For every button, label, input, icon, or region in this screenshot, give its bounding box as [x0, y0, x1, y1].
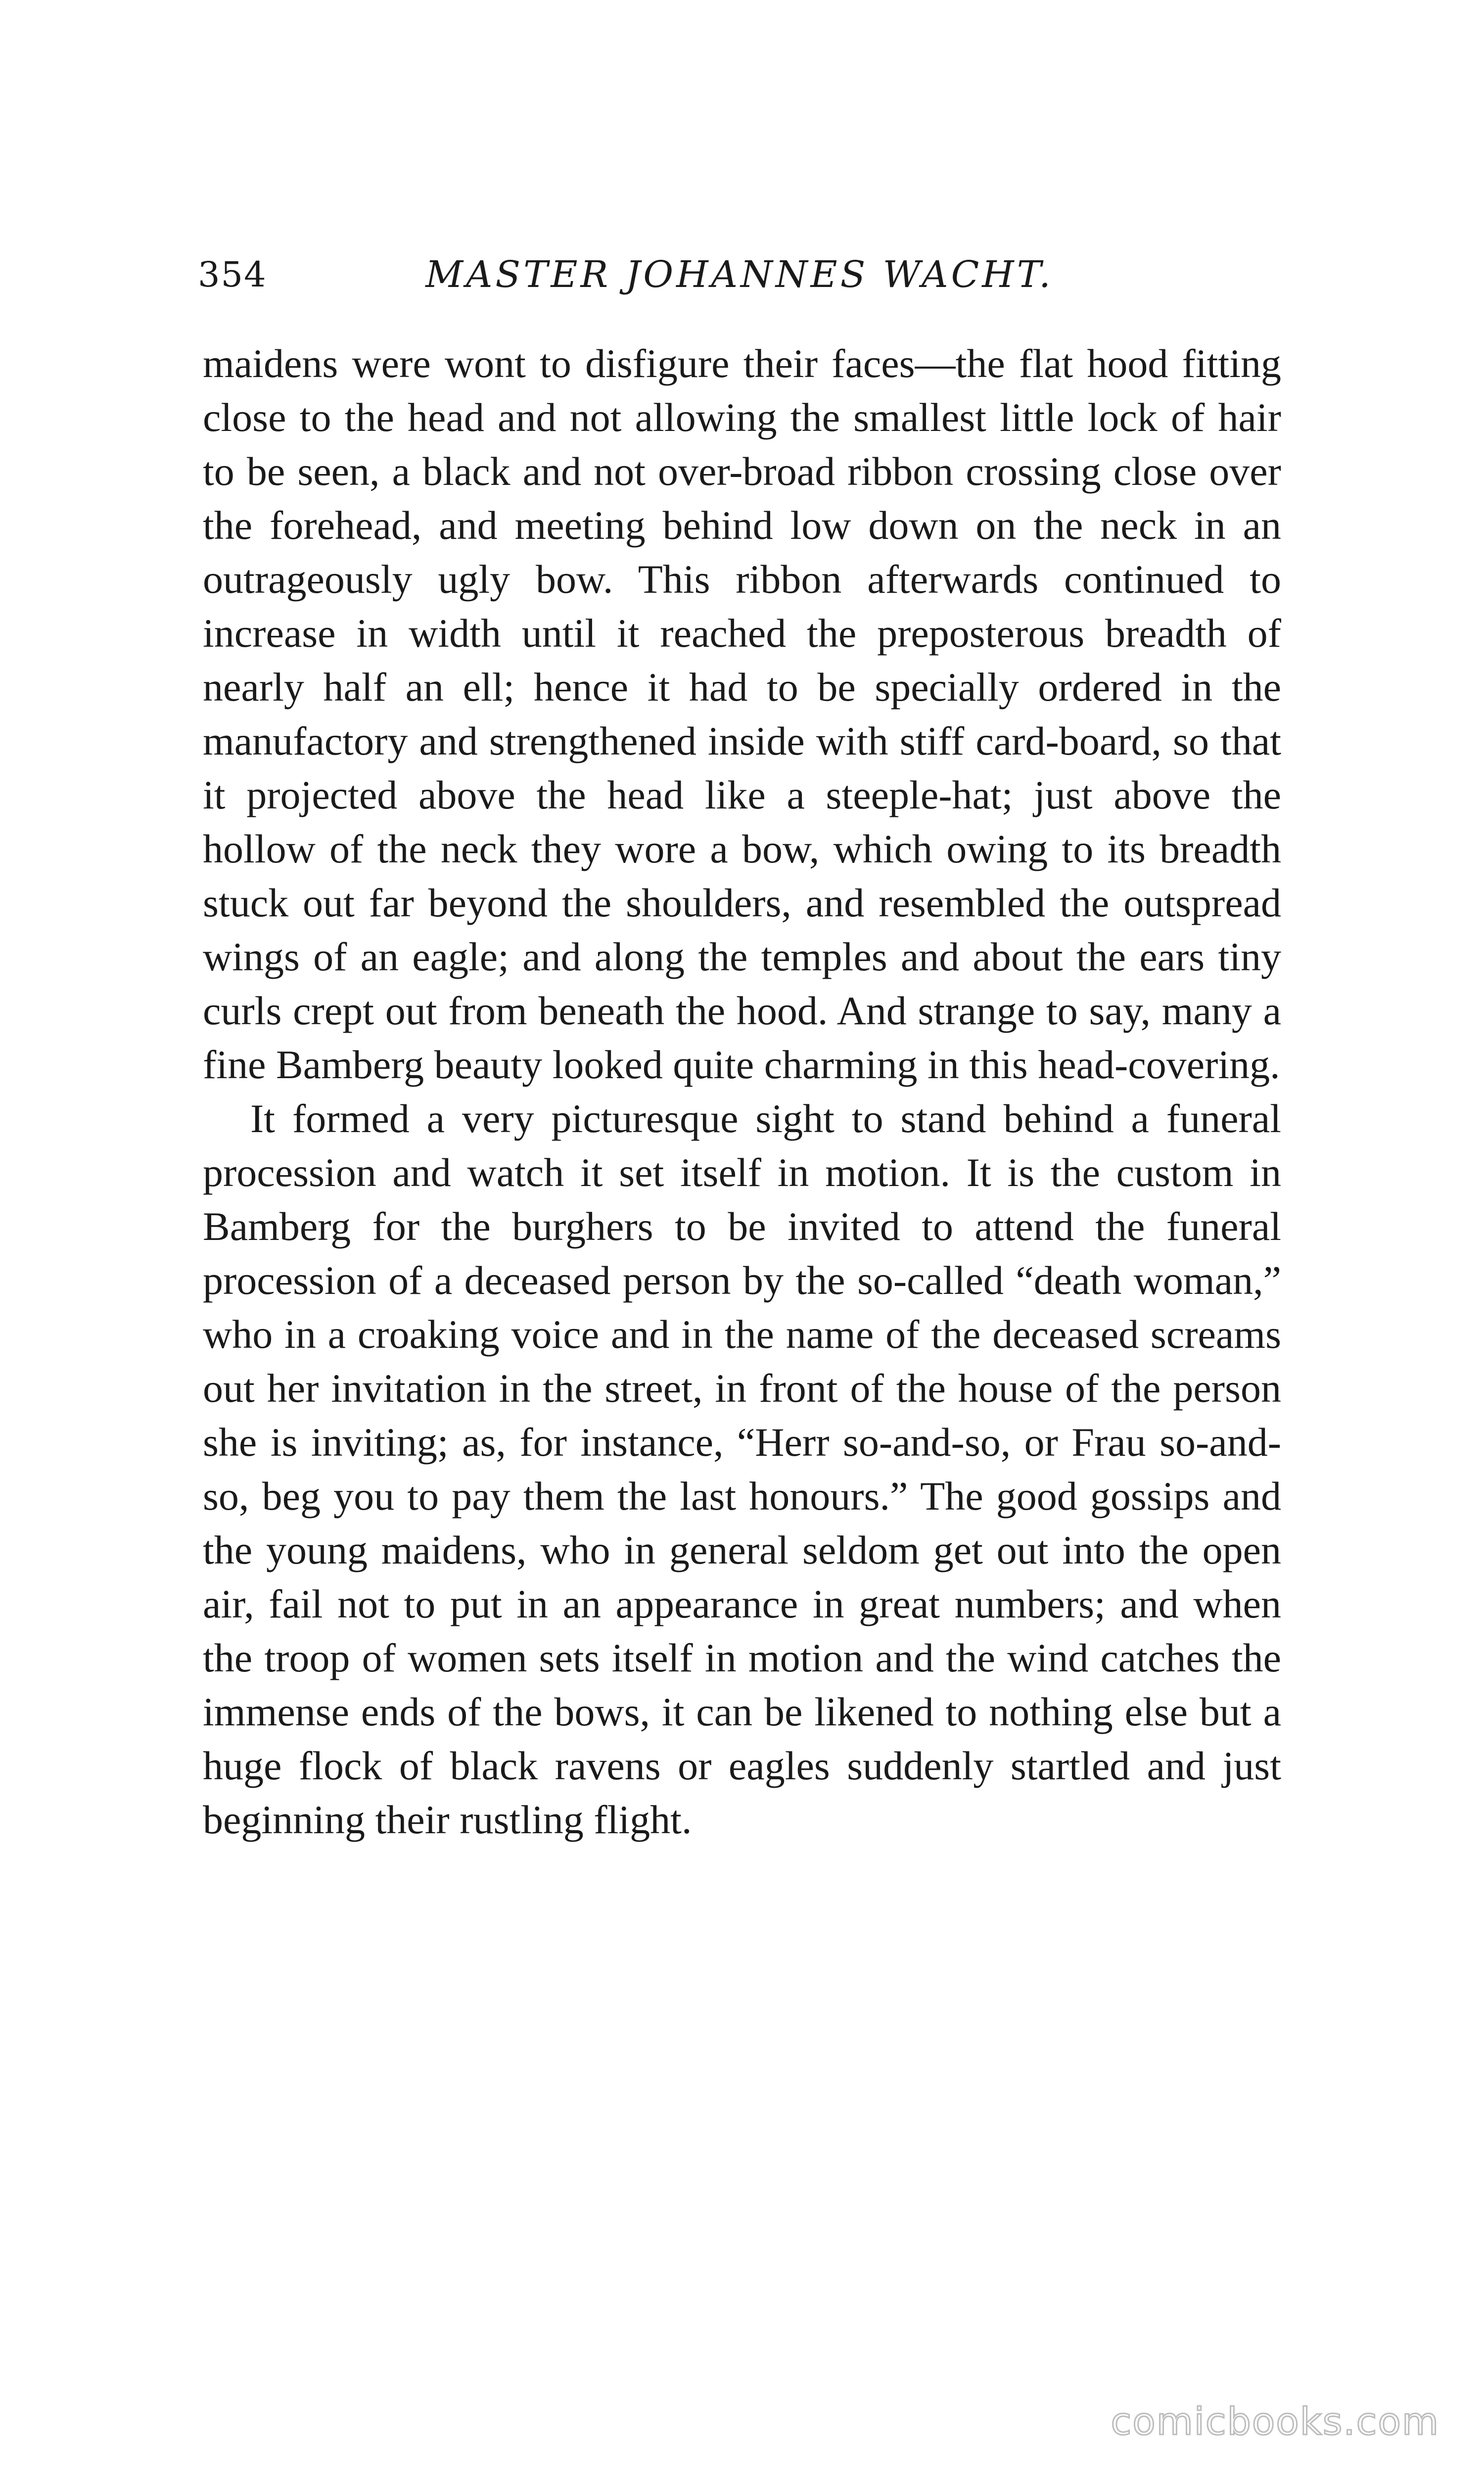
- page-number: 354: [198, 254, 267, 295]
- running-head: [198, 242, 1281, 302]
- watermark: comicbooks.com: [1111, 2399, 1439, 2443]
- running-title: MASTER JOHANNES WACHT.: [425, 253, 1054, 296]
- body-text: [203, 336, 1281, 1847]
- paragraph-2: It formed a very picturesque sight to stand behind a funeral procession and watch it set itself in motion. It is the custom in Bamberg for the burghers to be invited to attend the funeral procession of a deceased person by the so-called “death woman,” who in a croaking voice and in the name of the deceased screams out her invitation in the street, in front of the house of the person she is inviting; as, for instance, “Herr so-and-so, or Frau so-and-so, beg you to pay them the last honours.” The good gossips and the young maidens, who in general seldom get out into the open air, fail not to put in an appearance in great numbers; and when the troop of women sets itself in motion and the wind catches the immense ends of the bows, it can be likened to nothing else but a huge flock of black ravens or eagles suddenly startled and just beginning their rustling flight.: [203, 1096, 1281, 1842]
- paragraph-1: maidens were wont to disfigure their faces—the flat hood fitting close to the head and not allowing the smallest little lock of hair to be seen, a black and not over-broad ribbon crossing close over the forehead, and meeting behind low down on the neck in an outrageously ugly bow. This ribbon afterwards continued to increase in width until it reached the preposterous breadth of nearly half an ell; hence it had to be specially ordered in the manufactory and strengthened inside with stiff card-board, so that it projected above the head like a steeple-hat; just above the hollow of the neck they wore a bow, which owing to its breadth stuck out far beyond the shoulders, and resembled the outspread wings of an eagle; and along the temples and about the ears tiny curls crept out from beneath the hood. And strange to say, many a fine Bamberg beauty looked quite charming in this head-covering.: [203, 341, 1281, 1087]
